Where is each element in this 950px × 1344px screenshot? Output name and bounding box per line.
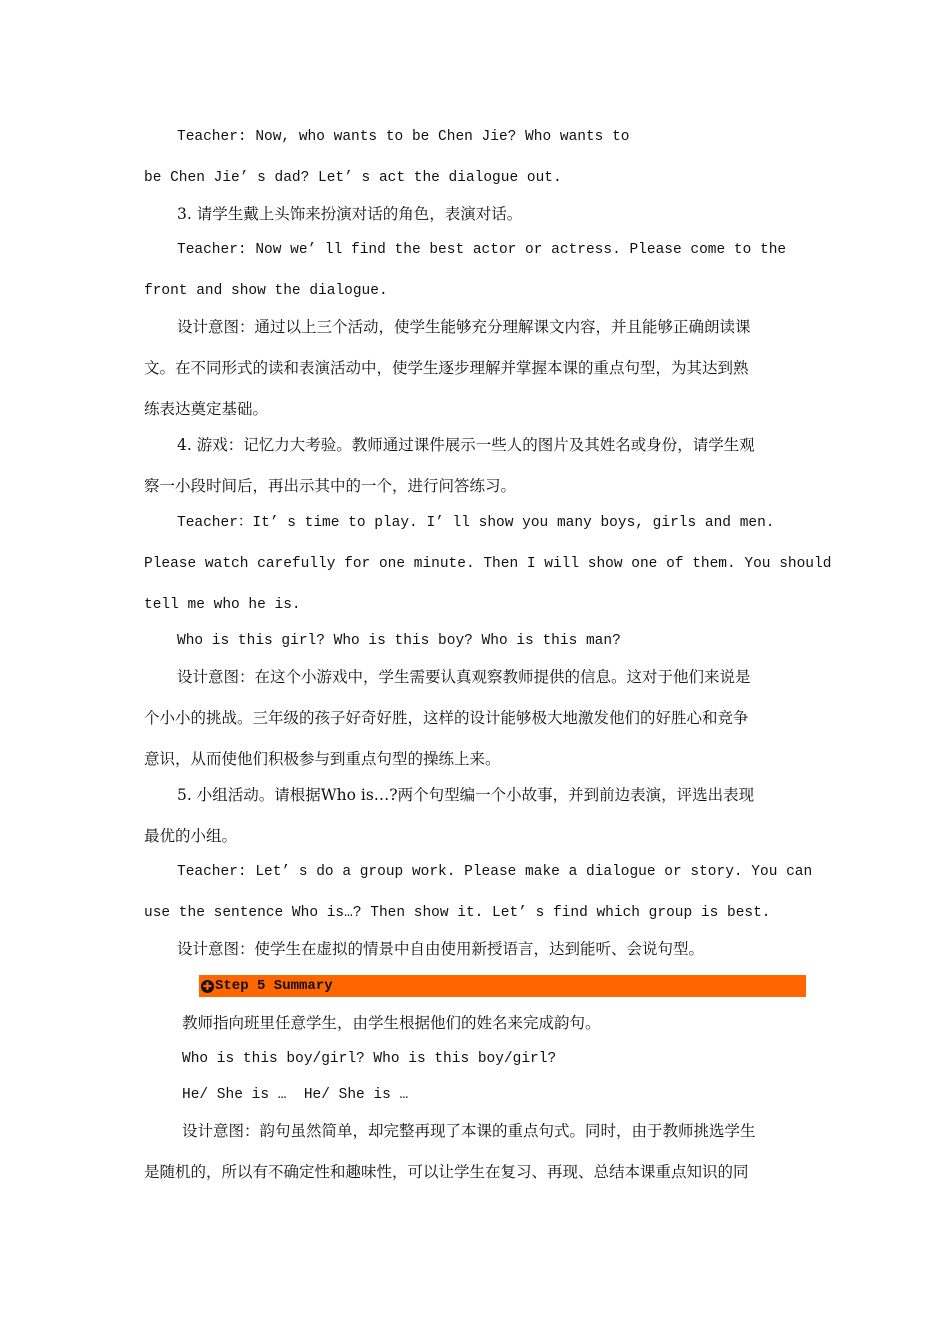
question-line: Who is this girl? Who is this boy? Who is this man? [177,633,621,649]
step-banner [199,975,806,997]
rhyme-line-1: Who is this boy/girl? Who is this boy/girl? [182,1051,557,1067]
design-intent-3: 设计意图：使学生在虚拟的情景中自由使用新授语言，达到能听、会说句型。 [177,940,705,958]
step-5-instruction-line-2: 最优的小组。 [144,827,238,845]
teacher-line-3-end: tell me who he is. [144,597,301,613]
teacher-line-2-cont: front and show the dialogue. [144,283,388,299]
design-intent-1-line-2: 文。在不同形式的读和表演活动中，使学生逐步理解并掌握本课的重点句型，为其达到熟 [144,359,749,377]
design-intent-4-line-2: 是随机的，所以有不确定性和趣味性，可以让学生在复习、再现、总结本课重点知识的同 [144,1163,749,1181]
plus-circle-icon: ✚ [202,980,213,993]
rhyme-line-2: He/ She is … He/ She is … [182,1087,409,1103]
design-intent-4-line-1: 设计意图：韵句虽然简单，却完整再现了本课的重点句式。同时，由于教师挑选学生 [182,1122,756,1140]
design-intent-2-line-1: 设计意图：在这个小游戏中，学生需要认真观察教师提供的信息。这对于他们来说是 [177,668,751,686]
step-banner-label: Step 5 Summary [215,978,333,994]
design-intent-1-line-1: 设计意图：通过以上三个活动，使学生能够充分理解课文内容，并且能够正确朗读课 [177,318,751,336]
teacher-line-1: Teacher: Now, who wants to be Chen Jie? Who wants to [177,129,630,145]
step-4-instruction-line-1: 4. 游戏：记忆力大考验。教师通过课件展示一些人的图片及其姓名或身份，请学生观 [177,436,755,454]
step-5-instruction-line-1: 5. 小组活动。请根据Who is…?两个句型编一个小故事，并到前边表演，评选出表现 [177,786,755,804]
step-4-instruction-line-2: 察一小段时间后，再出示其中的一个，进行问答练习。 [144,477,517,495]
design-intent-2-line-3: 意识，从而使他们积极参与到重点句型的操练上来。 [144,750,501,768]
teacher-line-3: Teacher：It’ s time to play. I’ ll show you many boys, girls and men. [177,515,775,531]
teacher-line-4-cont: use the sentence Who is…? Then show it. Let’ s find which group is best. [144,905,771,921]
design-intent-1-line-3: 练表达奠定基础。 [144,400,269,418]
teacher-line-3-cont: Please watch carefully for one minute. Then I will show one of them. You should [144,556,832,572]
teacher-line-1-cont: be Chen Jie’ s dad? Let’ s act the dialogue out. [144,170,562,186]
summary-instruction: 教师指向班里任意学生，由学生根据他们的姓名来完成韵句。 [182,1014,601,1032]
design-intent-2-line-2: 个小小的挑战。三年级的孩子好奇好胜，这样的设计能够极大地激发他们的好胜心和竞争 [144,709,749,727]
teacher-line-4: Teacher: Let’ s do a group work. Please make a dialogue or story. You can [177,864,813,880]
step-3-instruction: 3. 请学生戴上头饰来扮演对话的角色，表演对话。 [177,205,523,223]
teacher-line-2: Teacher: Now we’ ll find the best actor or actress. Please come to the [177,242,787,258]
